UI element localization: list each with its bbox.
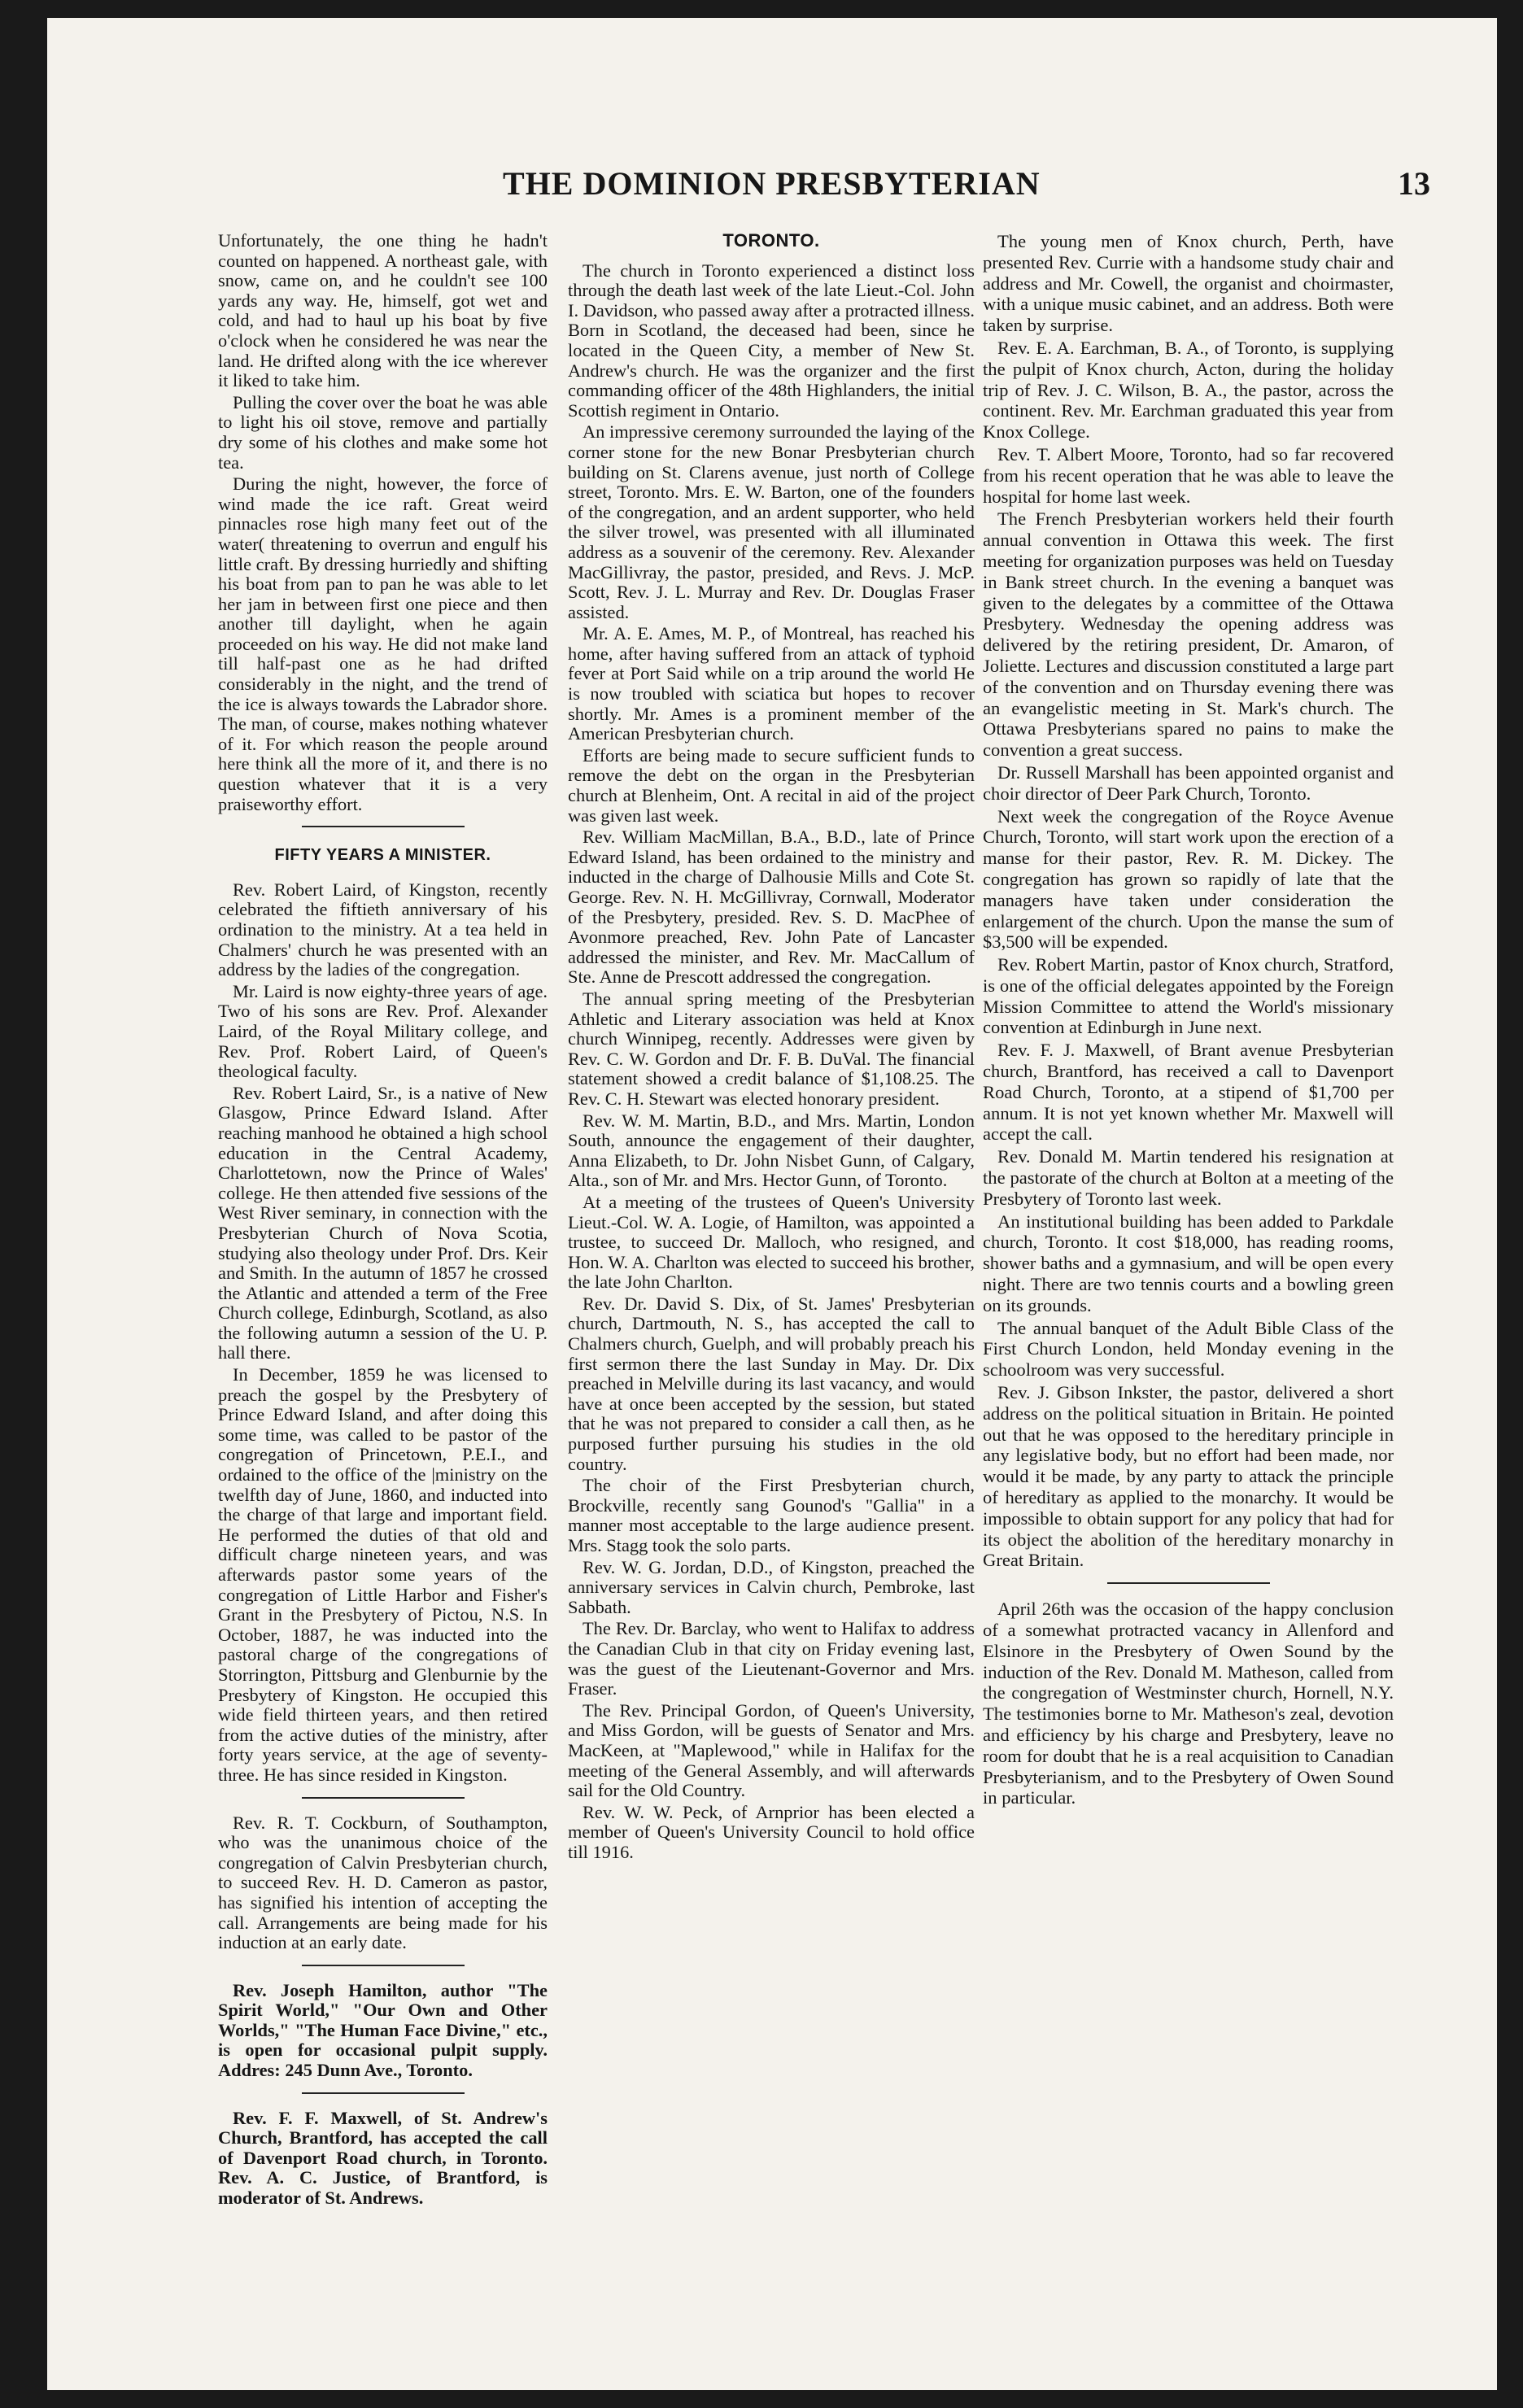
article-paragraph: Rev. T. Albert Moore, Toronto, had so far recovered from his recent operation that he was able to leave the hospital for home last week. — [983, 443, 1394, 507]
article-paragraph: Rev. J. Gibson Inkster, the pastor, delivered a short address on the political situation in Britain. He pointed out that he was opposed to the hereditary principle in any legislative body, but no effort had been made, nor would it be made, by any party to attack the principle of hereditary as applied to the monarchy. It would be impossible to obtain support for any policy that had for its object the abolition of the hereditary monarchy in Great Britain. — [983, 1382, 1394, 1571]
column-right — [983, 231, 1394, 1810]
article-paragraph: Rev. Robert Laird, Sr., is a native of New Glasgow, Prince Edward Island. After reaching manhood he obtained a high school education in the Central Academy, Charlottetown, now the Prince of Wales' college. He then attended five sessions of the West River seminary, in connection with the Presbyterian Church of Nova Scotia, studying also theology under Prof. Drs. Keir and Smith. In the autumn of 1857 he crossed the Atlantic and attended a term of the Free Church college, Edinburgh, Scotland, as also the following autumn a session of the U. P. hall there. — [218, 1082, 548, 1363]
article-paragraph: In December, 1859 he was licensed to preach the gospel by the Presbytery of Prince Edward Island, and after doing this some time, was called to be pastor of the congregation of Princetown, P.E.I., and ordained to the office of the |ministry on the twelfth day of June, 1860, and inducted into the charge of that large and important field. He performed the duties of that old and difficult charge nineteen years, and was afterwards pastor some years of the congregation of Little Harbor and Fisher's Grant in the Presbytery of Pictou, N.S. In October, 1887, he was inducted into the pastoral charge of the congregations of Storrington, Pittsburg and Glenburnie by the Presbytery of Kingston. He occupied this wide field thirteen years, and then retired from the active duties of the ministry, after forty years service, at the age of seventy-three. He has since resided in Kingston. — [218, 1364, 548, 1785]
section-divider — [302, 1965, 465, 1966]
article-paragraph: Rev. F. J. Maxwell, of Brant avenue Presbyterian church, Brantford, has received a call to Davenport Road Church, Toronto, at a stipend of $1,700 per annum. It is not yet known whether Mr. Maxwell will accept the call. — [983, 1040, 1394, 1145]
publication-title: THE DOMINION PRESBYTERIAN — [503, 165, 1041, 202]
article-paragraph: The Rev. Dr. Barclay, who went to Halifax to address the Canadian Club in that city on Friday evening last, was the guest of the Lieutenant-Governor and Mrs. Fraser. — [568, 1618, 975, 1699]
article-paragraph: Rev. W. M. Martin, B.D., and Mrs. Martin, London South, announce the engagement of their daughter, Anna Elizabeth, to Dr. John Nisbet Gunn, of Calgary, Alta., son of Mr. and Mrs. Hector Gunn, of Toronto. — [568, 1110, 975, 1191]
article-paragraph: Rev. Robert Martin, pastor of Knox church, Stratford, is one of the official delegates appointed by the Foreign Mission Committee to attend the World's missionary convention at Edinburgh in June next. — [983, 954, 1394, 1038]
article-paragraph: An institutional building has been added to Parkdale church, Toronto. It cost $18,000, has reading rooms, shower baths and a gymnasium, and will be open every night. There are two tennis courts and a bowling green on its grounds. — [983, 1211, 1394, 1315]
article-paragraph: Dr. Russell Marshall has been appointed organist and choir director of Deer Park Church, Toronto. — [983, 761, 1394, 804]
article-paragraph: Rev. Donald M. Martin tendered his resignation at the pastorate of the church at Bolton at a meeting of the Presbytery of Toronto last week. — [983, 1146, 1394, 1209]
section-heading-toronto: TORONTO. — [722, 230, 820, 251]
section-divider — [302, 2092, 465, 2094]
article-heading: FIFTY YEARS A MINISTER. — [274, 846, 491, 865]
article-paragraph: Mr. A. E. Ames, M. P., of Montreal, has reached his home, after having suffered from an attack of typhoid fever at Port Said while on a trip around the world He is now troubled with sciatica but hopes to recover shortly. Mr. Ames is a prominent member of the American Presbyterian church. — [568, 623, 975, 744]
notice-paragraph: Rev. F. F. Maxwell, of St. Andrew's Church, Brantford, has accepted the call of Davenport Road church, in Toronto. Rev. A. C. Justice, of Brantford, is moderator of St. Andrews. — [218, 2107, 548, 2209]
article-paragraph: The French Presbyterian workers held their fourth annual convention in Ottawa this week. The first meeting for organization purposes was held on Tuesday in Bank street church. In the evening a banquet was given to the delegates by a committee of the Ottawa Presbytery. Wednesday the opening address was delivered by the retiring president, Dr. Amaron, of Joliette. Lectures and discussion constituted a large part of the convention and on Thursday evening there was an evangelistic meeting in St. Mark's church. The Ottawa Presbyterians spared no pains to make the convention a great success. — [983, 508, 1394, 761]
article-paragraph: The church in Toronto experienced a distinct loss through the death last week of the late Lieut.-Col. John I. Davidson, who passed away after a protracted illness. Born in Scotland, the deceased had been, since he located in the Queen City, a member of New St. Andrew's church. He was the organizer and the first commanding officer of the 48th Highlanders, the initial Scottish regiment in Ontario. — [568, 260, 975, 421]
article-paragraph: Rev. W. G. Jordan, D.D., of Kingston, preached the anniversary services in Calvin church, Pembroke, last Sabbath. — [568, 1556, 975, 1617]
page-number: 13 — [1398, 165, 1430, 202]
article-paragraph: Mr. Laird is now eighty-three years of age. Two of his sons are Rev. Prof. Alexander Laird, of the Royal Military college, and Rev. Prof. Robert Laird, of Queen's theological faculty. — [218, 980, 548, 1082]
article-paragraph: The annual spring meeting of the Presbyterian Athletic and Literary association was held at Knox church Winnipeg, recently. Addresses were given by Rev. C. W. Gordon and Dr. F. B. DuVal. The financial statement showed a credit balance of $1,108.25. The Rev. C. H. Stewart was elected honorary president. — [568, 988, 975, 1109]
article-paragraph: Next week the congregation of the Royce Avenue Church, Toronto, will start work upon the erection of a manse for their pastor, Rev. R. M. Dickey. The congregation has grown so rapidly of late that the managers have taken under consideration the enlargement of the church. Upon the manse the sum of $3,500 will be expended. — [983, 805, 1394, 953]
article-paragraph: Rev. William MacMillan, B.A., B.D., late of Prince Edward Island, has been ordained to the ministry and inducted in the charge of Dalhousie Mills and Cote St. George. Rev. N. H. McGillivray, Cornwall, Moderator of the Presbytery, presided. Rev. S. D. MacPhee of Avonmore preached, Rev. John Pate of Lancaster addressed the minister, and Rev. Mr. MacCallum of Ste. Anne de Prescott addressed the congregation. — [568, 827, 975, 988]
article-paragraph: An impressive ceremony surrounded the laying of the corner stone for the new Bonar Presbyterian church building on St. Clarens avenue, just north of College street, Toronto. Mrs. E. W. Barton, one of the founders of the congregation, and an ardent supporter, who held the silver trowel, was presented with all illuminated address as a souvenir of the ceremony. Rev. Alexander MacGillivray, the pastor, presided, and Revs. J. McP. Scott, Rev. J. L. Murray and Rev. Dr. Douglas Fraser assisted. — [568, 421, 975, 622]
article-paragraph: The young men of Knox church, Perth, have presented Rev. Currie with a handsome study chair and address and Mr. Cowell, the organist and choirmaster, with a unique music cabinet, and an address. Both were taken by surprise. — [983, 231, 1394, 336]
article-paragraph: Pulling the cover over the boat he was able to light his oil stove, remove and partially dry some of his clothes and make some hot tea. — [218, 391, 548, 473]
article-paragraph: Rev. Robert Laird, of Kingston, recently celebrated the fiftieth anniversary of his ordination to the ministry. At a tea held in Chalmers' church he was presented with an address by the ladies of the congregation. — [218, 879, 548, 980]
column-middle — [568, 231, 975, 1865]
article-paragraph: The annual banquet of the Adult Bible Class of the First Church London, held Monday evening in the schoolroom was very successful. — [983, 1317, 1394, 1381]
article-paragraph: April 26th was the occasion of the happy conclusion of a somewhat protracted vacancy in Allenford and Elsinore in the Presbytery of Owen Sound by the induction of the Rev. Donald M. Matheson, called from the congregation of Westminster church, Hornell, N.Y. The testimonies borne to Mr. Matheson's zeal, devotion and efficiency by his charge and Presbytery, leave no room for doubt that he is a real acquisition to Canadian Presbyterianism, and to the Presbytery of Owen Sound in particular. — [983, 1599, 1394, 1808]
notice-paragraph: Rev. Joseph Hamilton, author "The Spirit World," "Our Own and Other Worlds," "The Human Face Divine," etc., is open for occasional pulpit supply. Addres: 245 Dunn Ave., Toronto. — [218, 1979, 548, 2081]
section-divider — [302, 1797, 465, 1799]
section-divider — [302, 826, 465, 827]
article-paragraph: The choir of the First Presbyterian church, Brockville, recently sang Gounod's "Gallia" in a manner most acceptable to the large audience present. Mrs. Stagg took the solo parts. — [568, 1475, 975, 1555]
page-header — [503, 164, 1430, 213]
section-divider — [1107, 1582, 1270, 1584]
newspaper-page — [47, 18, 1497, 2390]
article-paragraph: Rev. R. T. Cockburn, of Southampton, who was the unanimous choice of the congregation of Calvin Presbyterian church, to succeed Rev. H. D. Cameron as pastor, has signified his intention of accepting the call. Arrangements are being made for his induction at an early date. — [218, 1812, 548, 1953]
article-paragraph: The Rev. Principal Gordon, of Queen's University, and Miss Gordon, will be guests of Senator and Mrs. MacKeen, at "Maplewood," while in Halifax for the meeting of the General Assembly, and will afterwards sail for the Old Country. — [568, 1699, 975, 1801]
article-paragraph: Unfortunately, the one thing he hadn't counted on happened. A northeast gale, with snow, came on, and he couldn't see 100 yards any way. He, himself, got wet and cold, and had to haul up his boat by five o'clock when he considered he was near the land. He drifted along with the ice wherever it liked to take him. — [218, 230, 548, 391]
article-paragraph: During the night, however, the force of wind made the ice raft. Great weird pinnacles rose high many feet out of the water( threatening to overrun and engulf his little craft. By dressing hurriedly and shifting his boat from pan to pan he was able to let her jam in between first one piece and then another till daylight, when he again proceeded on his way. He did not make land till half-past one as he had drifted considerably in the night, and the trend of the ice is always towards the Labrador shore. The man, of course, makes nothing whatever of it. For which reason the people around here think all the more of it, and there is no question whatever that it is a very praiseworthy effort. — [218, 473, 548, 814]
article-paragraph: Efforts are being made to secure sufficient funds to remove the debt on the organ in the Presbyterian church at Blenheim, Ont. A recital in aid of the project was given last week. — [568, 744, 975, 826]
article-paragraph: Rev. W. W. Peck, of Arnprior has been elected a member of Queen's University Council to hold office till 1916. — [568, 1801, 975, 1862]
article-paragraph: Rev. Dr. David S. Dix, of St. James' Presbyterian church, Dartmouth, N. S., has accepted the call to Chalmers church, Guelph, and will probably preach his first sermon there the last Sunday in May. Dr. Dix preached in Melville during its last vacancy, and would have at once been accepted by the session, but stated that he was not prepared to consider a call then, as he purposed further pursuing his studies in the old country. — [568, 1293, 975, 1474]
article-paragraph: At a meeting of the trustees of Queen's University Lieut.-Col. W. A. Logie, of Hamilton, was appointed a trustee, to succeed Dr. Malloch, who resigned, and Hon. W. A. Charlton was elected to succeed his brother, the late John Charlton. — [568, 1191, 975, 1293]
article-paragraph: Rev. E. A. Earchman, B. A., of Toronto, is supplying the pulpit of Knox church, Acton, during the holiday trip of Rev. J. C. Wilson, B. A., the pastor, across the continent. Rev. Mr. Earchman graduated this year from Knox College. — [983, 337, 1394, 443]
column-left — [218, 231, 548, 2210]
